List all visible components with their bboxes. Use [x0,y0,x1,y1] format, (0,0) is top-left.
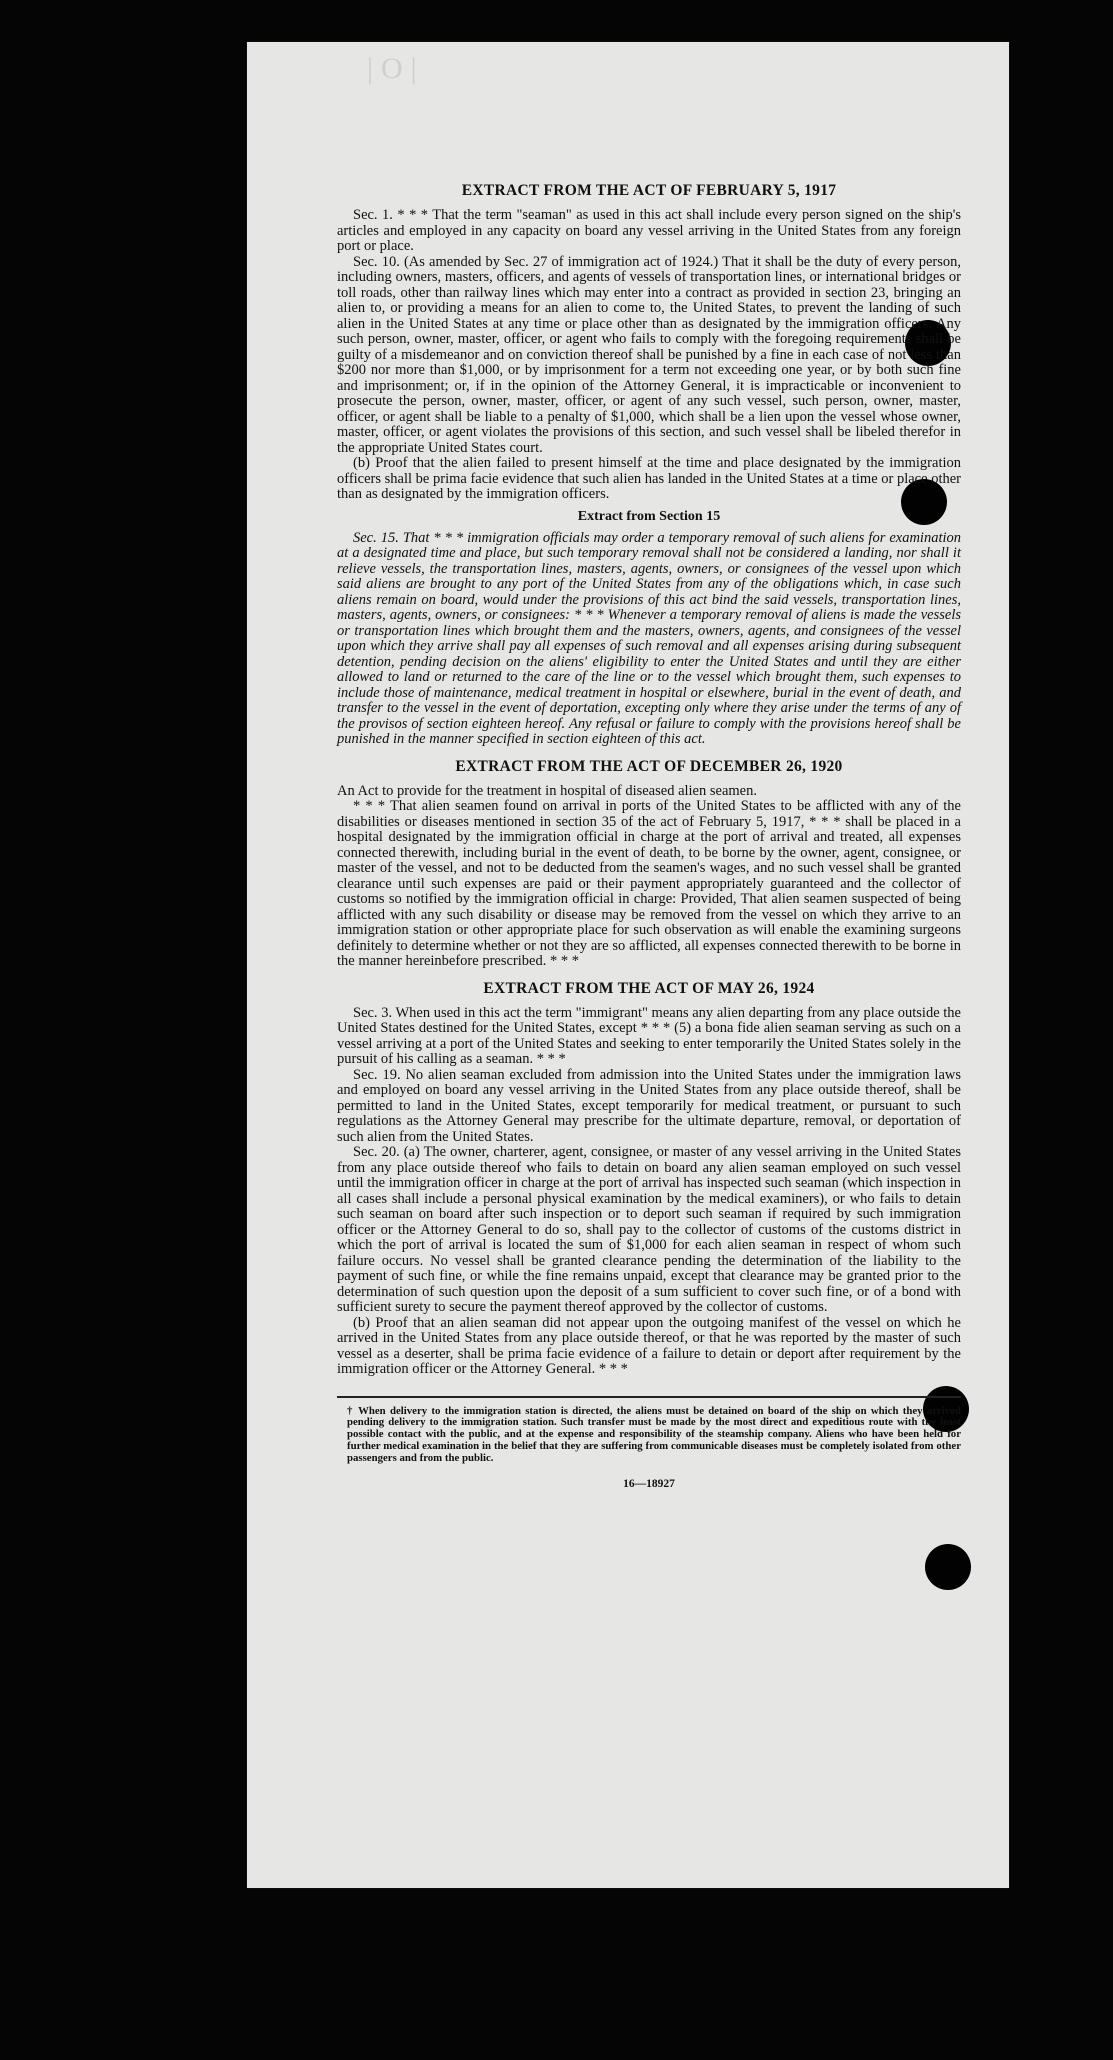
paragraph-sec-20-b: (b) Proof that an alien seaman did not appear upon the outgoing manifest of the vessel on which he arrived in the United States from any place outside thereof, or that he was reported by the master of such vessel as a deserter, shall be prima facie evidence of a failure to detain or deport after requirement by the immigration officer or the Attorney General. * * * [337,1314,961,1377]
paragraph-act-title-1920: An Act to provide for the treatment in hospital of diseased alien seamen. [337,782,757,799]
heading-act-dec-1920: EXTRACT FROM THE ACT OF DECEMBER 26, 1920 [455,757,843,775]
footnote-divider [337,1396,961,1398]
heading-act-feb-1917: EXTRACT FROM THE ACT OF FEBRUARY 5, 1917 [461,182,837,199]
document-page [247,42,1009,1888]
punch-hole [925,1544,971,1590]
footnote-text: † When delivery to the immigration station is directed, the aliens must be detained on board of the ship on which they arrived pending delivery to the immigration station. Such transfer must be made by the most direct and expeditious route with the least possible contact with the public, and at the expense and responsibility of the steamship company. Aliens who have been held for further medical examination in the belief that they are suffering from communicable diseases must be completely isolated from other passengers and from the public. [347,1404,961,1464]
paragraph-sec-15: Sec. 15. That * * * immigration officials may order a temporary removal of such aliens for examination at a designated time and place, but such temporary removal shall not be considered a landing, nor shall it relieve vessels, the transportation lines, masters, agents, owners, or consignees of the vessel upon which said aliens are brought to any port of the United States from any of the obligations which, in case such aliens remain on board, would under the provisions of this act bind the said vessels, transportation lines, masters, agents, owners, or consignees: * * * Whenever a temporary removal of aliens is made the vessels or transportation lines which brought them and the masters, owners, agents, and consignees of the vessel upon which they arrive shall pay all expenses of such removal and all expenses arising during subsequent detention, pending decision on the aliens' eligibility to enter the United States and until they are either allowed to land or returned to the care of the line or to the vessel which brought them, such expenses to include those of maintenance, medical treatment in hospital or elsewhere, burial in the event of death, and transfer to the vessel in the event of deportation, excepting only where they arise under the terms of any of the provisos of section eighteen hereof. Any refusal or failure to comply with the provisions hereof shall be punished in the manner specified in section eighteen of this act. [337,529,961,747]
heading-act-may-1924: EXTRACT FROM THE ACT OF MAY 26, 1924 [483,979,815,997]
paragraph-sec-10: Sec. 10. (As amended by Sec. 27 of immigration act of 1924.) That it shall be the duty of every person, including owners, masters, officers, and agents of vessels of transportation lines, or international bridges or toll roads, other than railway lines which may enter into a contract as provided in section 23, bringing an alien to, or providing a means for an alien to come to, the United States, to prevent the landing of such alien in the United States at any time or place other than as designated by the immigration officers. Any such person, owner, master, officer, or agent who fails to comply with the foregoing requirements shall be guilty of a misdemeanor and on conviction thereof shall be punished by a fine in each case of not less than $200 nor more than $1,000, or by imprisonment for a term not exceeding one year, or by both such fine and imprisonment; or, if in the opinion of the Attorney General, it is impracticable or inconvenient to prosecute the person, owner, master, officer, or agent of any such vessel, such person, owner, master, officer, or agent shall be liable to a penalty of $1,000, which shall be a lien upon the vessel whose owner, master, officer, or agent violates the provisions of this section, and such vessel shall be libeled therefor in the appropriate United States court. [337,253,961,456]
paragraph-sec-19: Sec. 19. No alien seaman excluded from admission into the United States under the immigration laws and employed on board any vessel arriving in the United States from any place outside thereof, shall be permitted to land in the United States, except temporarily for medical treatment, or pursuant to such regulations as the Attorney General may prescribe for the ultimate departure, removal, or deportation of such alien from the United States. [337,1066,961,1145]
document-body [337,182,961,1490]
heading-section-15: Extract from Section 15 [577,508,721,524]
paragraph-hospital-treatment: * * * That alien seamen found on arrival in ports of the United States to be afflicted with any of the disabilities or diseases mentioned in section 35 of the act of February 5, 1917, * * * shall be placed in a hospital designated by the immigration official in charge at the port of arrival and treated, all expenses connected therewith, including burial in the event of death, to be borne by the owner, agent, consignee, or master of the vessel, and not to be deducted from the seamen's wages, and no such vessel shall be granted clearance until such expenses are paid or their payment appropriately guaranteed and the collector of customs so notified by the immigration official in charge: Provided, That alien seamen suspected of being afflicted with any such disability or disease may be removed from the vessel on which they arrive to an immigration station or other appropriate place for such observation as will enable the examining surgeons definitely to determine whether or not they are so afflicted, all expenses connected therewith to be borne in the manner hereinbefore prescribed. * * * [337,798,961,969]
paragraph-sec-10-b: (b) Proof that the alien failed to present himself at the time and place designated by the immigration officers shall be prima facie evidence that such alien has landed in the United States at a time or place other than as designated by the immigration officers. [337,455,961,502]
paragraph-sec-1: Sec. 1. * * * That the term "seaman" as used in this act shall include every person signed on the ship's articles and employed in any capacity on board any vessel arriving in the United States from any foreign port or place. [337,207,961,254]
faint-stamp-mark: |O| [367,52,425,85]
form-number: 16—18927 [623,1478,675,1491]
paragraph-sec-20-a: Sec. 20. (a) The owner, charterer, agent, consignee, or master of any vessel arriving in the United States from any place outside thereof who fails to detain on board any alien seaman employed on such vessel until the immigration officer in charge at the port of arrival has inspected such seaman (which inspection in all cases shall include a personal physical examination by the medical examiners), or who fails to detain such seaman on board after such inspection or to deport such seaman if required by such immigration officer or the Attorney General to do so, shall pay to the collector of customs of the customs district in which the port of arrival is located the sum of $1,000 for each alien seaman in respect of whom such failure occurs. No vessel shall be granted clearance pending the determination of the liability to the payment of such fine, or while the fine remains unpaid, except that clearance may be granted prior to the determination of such question upon the deposit of a sum sufficient to cover such fine, or of a bond with sufficient surety to secure the payment thereof approved by the collector of customs. [337,1144,961,1315]
paragraph-sec-3: Sec. 3. When used in this act the term "immigrant" means any alien departing from any place outside the United States destined for the United States, except * * * (5) a bona fide alien seaman serving as such on a vessel arriving at a port of the United States and seeking to enter temporarily the United States solely in the pursuit of his calling as a seaman. * * * [337,1004,961,1067]
